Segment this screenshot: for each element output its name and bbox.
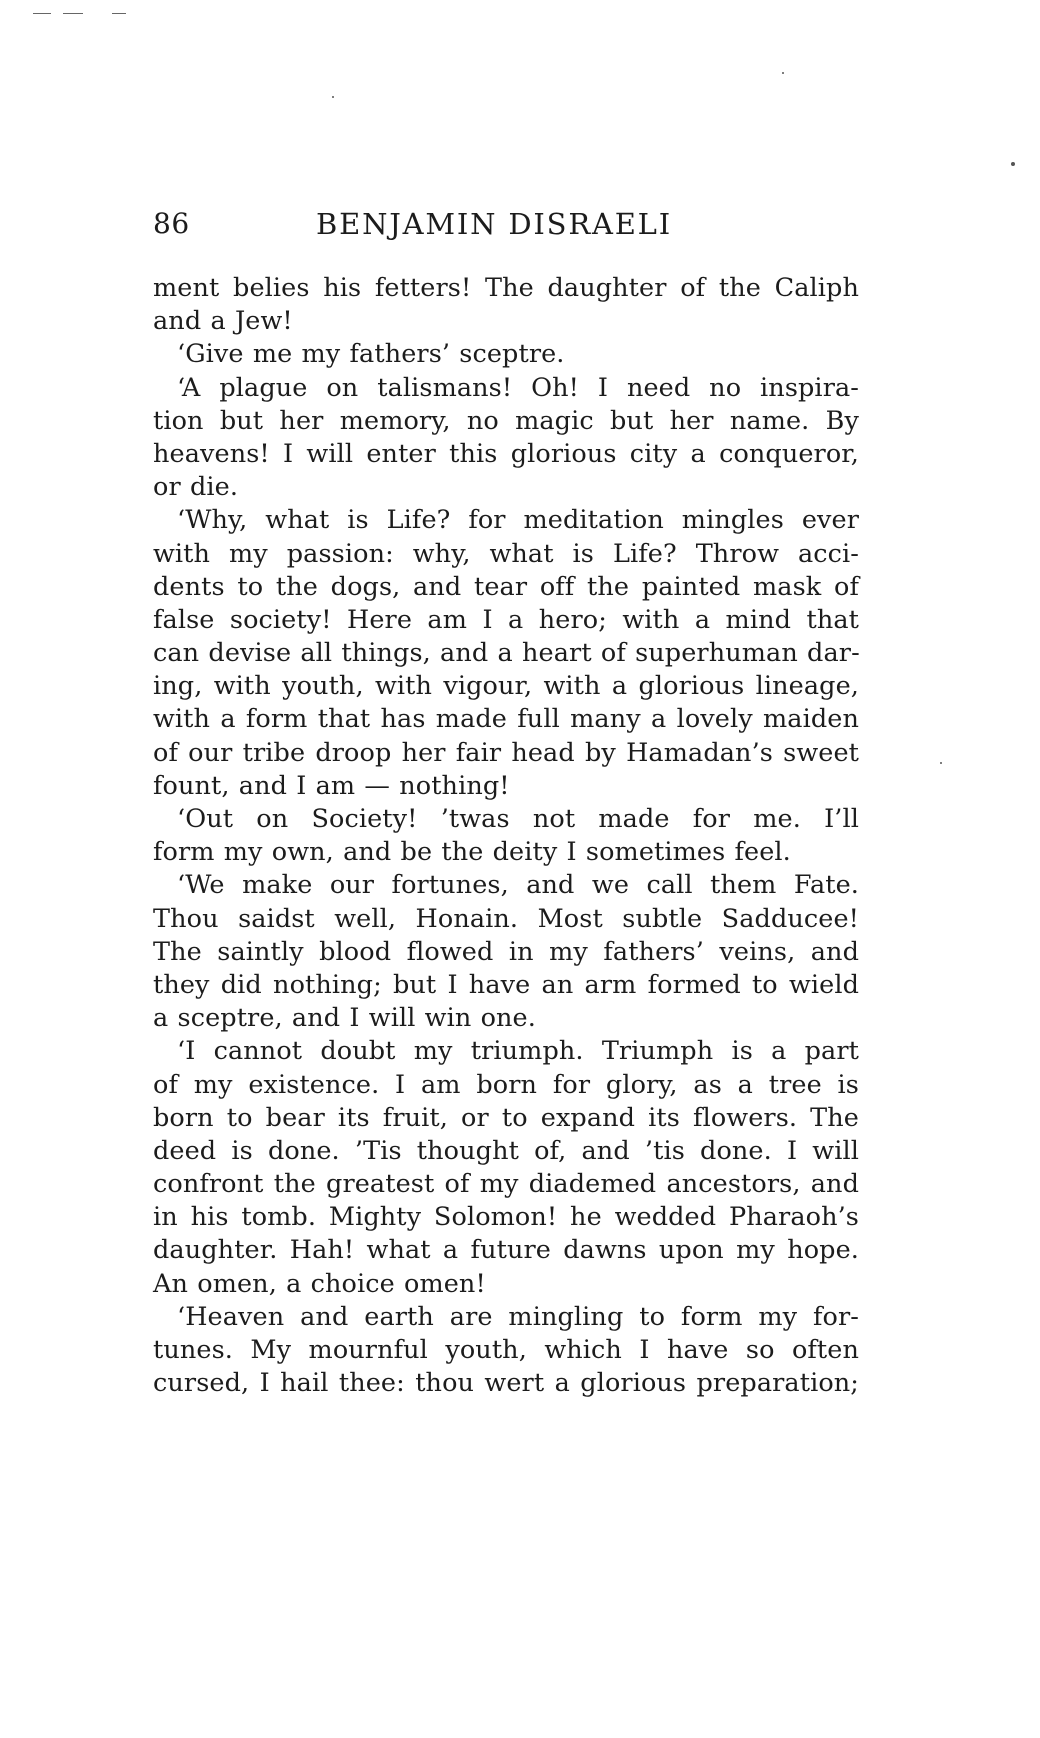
scan-mark xyxy=(33,13,51,14)
text-line: ‘Why, what is Life? for meditation mingles ever xyxy=(177,505,859,536)
text-line: ment belies his fetters! The daughter of the Caliph xyxy=(153,273,859,303)
text-line: false society! Here am I a hero; with a mind that xyxy=(153,604,859,635)
text-line: with a form that has made full many a lovely maiden xyxy=(153,704,859,735)
text-line: daughter. Hah! what a future dawns upon my hope. xyxy=(153,1235,859,1266)
text-line: ‘Heaven and earth are mingling to form my for- xyxy=(177,1301,859,1332)
running-title: BENJAMIN DISRAELI xyxy=(316,207,673,241)
text-line: with my passion: why, what is Life? Throw acci- xyxy=(153,538,859,569)
text-line: fount, and I am — nothing! xyxy=(153,770,510,801)
text-line: can devise all things, and a heart of superhuman dar- xyxy=(153,638,860,669)
text-line: The saintly blood flowed in my fathers’ veins, and xyxy=(153,936,859,967)
text-line: ‘Out on Society! ’twas not made for me. I’ll xyxy=(177,804,859,834)
text-line: ing, with youth, with vigour, with a glorious lineage, xyxy=(153,671,859,702)
text-line: in his tomb. Mighty Solomon! he wedded Pharaoh’s xyxy=(153,1202,859,1233)
text-line: form my own, and be the deity I sometimes feel. xyxy=(153,837,791,868)
text-line: An omen, a choice omen! xyxy=(153,1268,486,1299)
text-line: or die. xyxy=(153,472,239,503)
text-line: cursed, I hail thee: thou wert a glorious preparation; xyxy=(153,1368,859,1399)
page-number: 86 xyxy=(153,207,190,240)
text-line: and a Jew! xyxy=(153,306,293,337)
text-line: ‘Give me my fathers’ sceptre. xyxy=(177,339,565,370)
text-line: heavens! I will enter this glorious city a conqueror, xyxy=(153,438,859,469)
text-line: ‘We make our fortunes, and we call them Fate. xyxy=(177,870,859,901)
page-header xyxy=(153,207,863,247)
body-text xyxy=(153,272,859,1400)
text-line: confront the greatest of my diademed ancestors, and xyxy=(153,1169,859,1200)
text-line: tion but her memory, no magic but her name. By xyxy=(153,405,859,436)
text-line: ‘A plague on talismans! Oh! I need no inspira- xyxy=(177,372,859,403)
scan-mark xyxy=(112,13,126,14)
text-line: of our tribe droop her fair head by Hamadan’s sweet xyxy=(153,737,859,768)
text-line: born to bear its fruit, or to expand its flowers. The xyxy=(153,1102,859,1133)
text-line: tunes. My mournful youth, which I have so often xyxy=(153,1335,859,1365)
scan-speck xyxy=(332,96,334,98)
scan-speck xyxy=(782,72,784,74)
text-line: of my existence. I am born for glory, as a tree is xyxy=(153,1069,859,1100)
text-line: ‘I cannot doubt my triumph. Triumph is a part xyxy=(177,1036,859,1067)
scan-speck xyxy=(940,762,942,764)
text-line: Thou saidst well, Honain. Most subtle Sadducee! xyxy=(153,903,859,934)
text-line: dents to the dogs, and tear off the painted mask of xyxy=(153,571,859,602)
text-line: they did nothing; but I have an arm formed to wield xyxy=(153,969,859,1000)
scan-mark xyxy=(63,13,83,14)
scan-speck xyxy=(1011,162,1015,166)
text-line: deed is done. ’Tis thought of, and ’tis done. I will xyxy=(153,1135,859,1166)
text-line: a sceptre, and I will win one. xyxy=(153,1003,536,1034)
